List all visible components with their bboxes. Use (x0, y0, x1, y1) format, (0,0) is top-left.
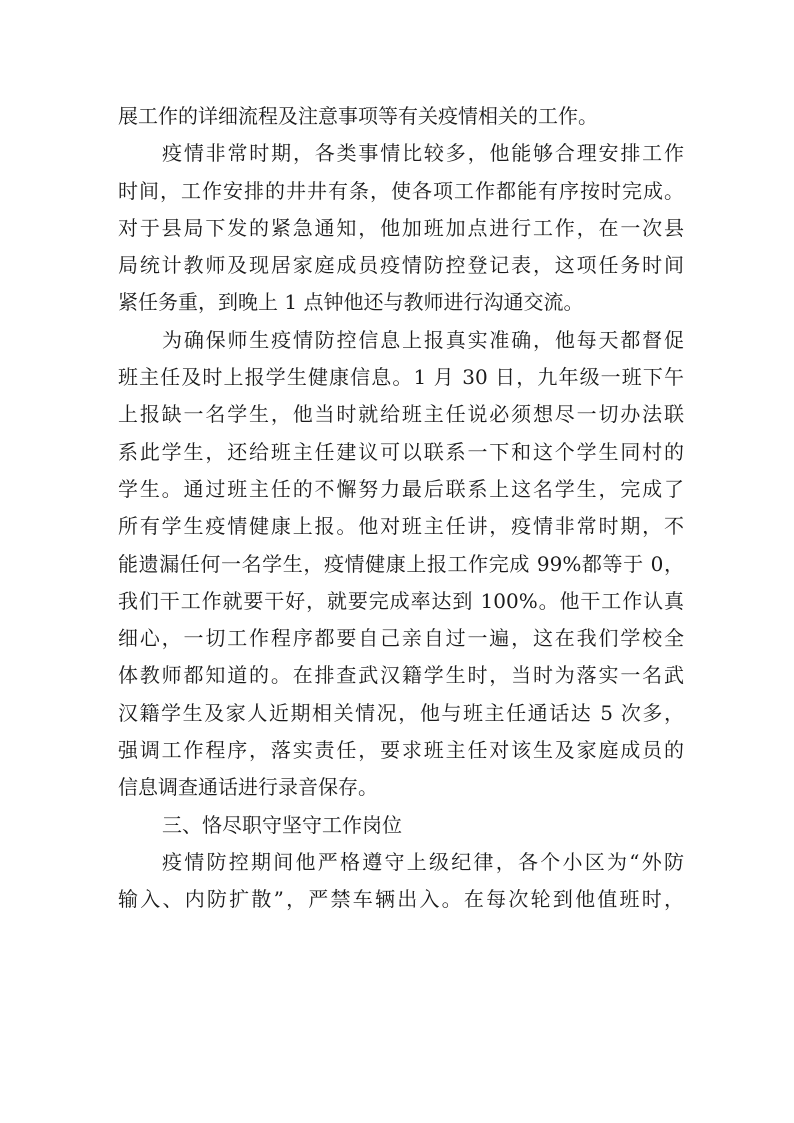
paragraph-line: 细心，一切工作程序都要自己亲自过一遍，这在我们学校全 (118, 626, 684, 651)
paragraph-line: 我们干工作就要干好，就要完成率达到 100%。他干工作认真 (118, 588, 684, 613)
paragraph-line: 汉籍学生及家人近期相关情况，他与班主任通话达 5 次多， (118, 700, 684, 725)
paragraph-line: 强调工作程序，落实责任，要求班主任对该生及家庭成员的 (118, 738, 684, 763)
paragraph-line: 所有学生疫情健康上报。他对班主任讲，疫情非常时期，不 (118, 514, 684, 539)
paragraph-line: 信息调查通话进行录音保存。 (118, 775, 378, 800)
paragraph-line: 能遗漏任何一名学生，疫情健康上报工作完成 99%都等于 0， (118, 551, 684, 576)
paragraph-line: 上报缺一名学生，他当时就给班主任说必须想尽一切办法联 (118, 402, 684, 427)
paragraph-line: 体教师都知道的。在排查武汉籍学生时，当时为落实一名武 (118, 663, 684, 688)
paragraph-line: 系此学生，还给班主任建议可以联系一下和这个学生同村的 (118, 439, 684, 464)
paragraph-line: 对于县局下发的紧急通知，他加班加点进行工作，在一次县 (118, 215, 684, 240)
paragraph-line: 为确保师生疫情防控信息上报真实准确，他每天都督促 (162, 327, 684, 352)
paragraph-line: 班主任及时上报学生健康信息。1 月 30 日，九年级一班下午 (118, 365, 684, 390)
paragraph-line: 局统计教师及现居家庭成员疫情防控登记表，这项任务时间 (118, 253, 684, 278)
paragraph-line: 输入、内防扩散”，严禁车辆出入。在每次轮到他值班时， (118, 887, 684, 912)
body-text (118, 98, 684, 919)
paragraph-line: 时间，工作安排的井井有条，使各项工作都能有序按时完成。 (118, 178, 684, 203)
paragraph-line: 疫情非常时期，各类事情比较多，他能够合理安排工作 (162, 141, 684, 166)
paragraph-line: 展工作的详细流程及注意事项等有关疫情相关的工作。 (118, 104, 598, 128)
paragraph-line: 疫情防控期间他严格遵守上级纪律，各个小区为“外防 (162, 849, 684, 874)
section-heading: 三、恪尽职守坚守工作岗位 (162, 812, 402, 837)
paragraph-line: 学生。通过班主任的不懈努力最后联系上这名学生，完成了 (118, 476, 684, 501)
paragraph-line: 紧任务重，到晚上 1 点钟他还与教师进行沟通交流。 (118, 290, 584, 315)
